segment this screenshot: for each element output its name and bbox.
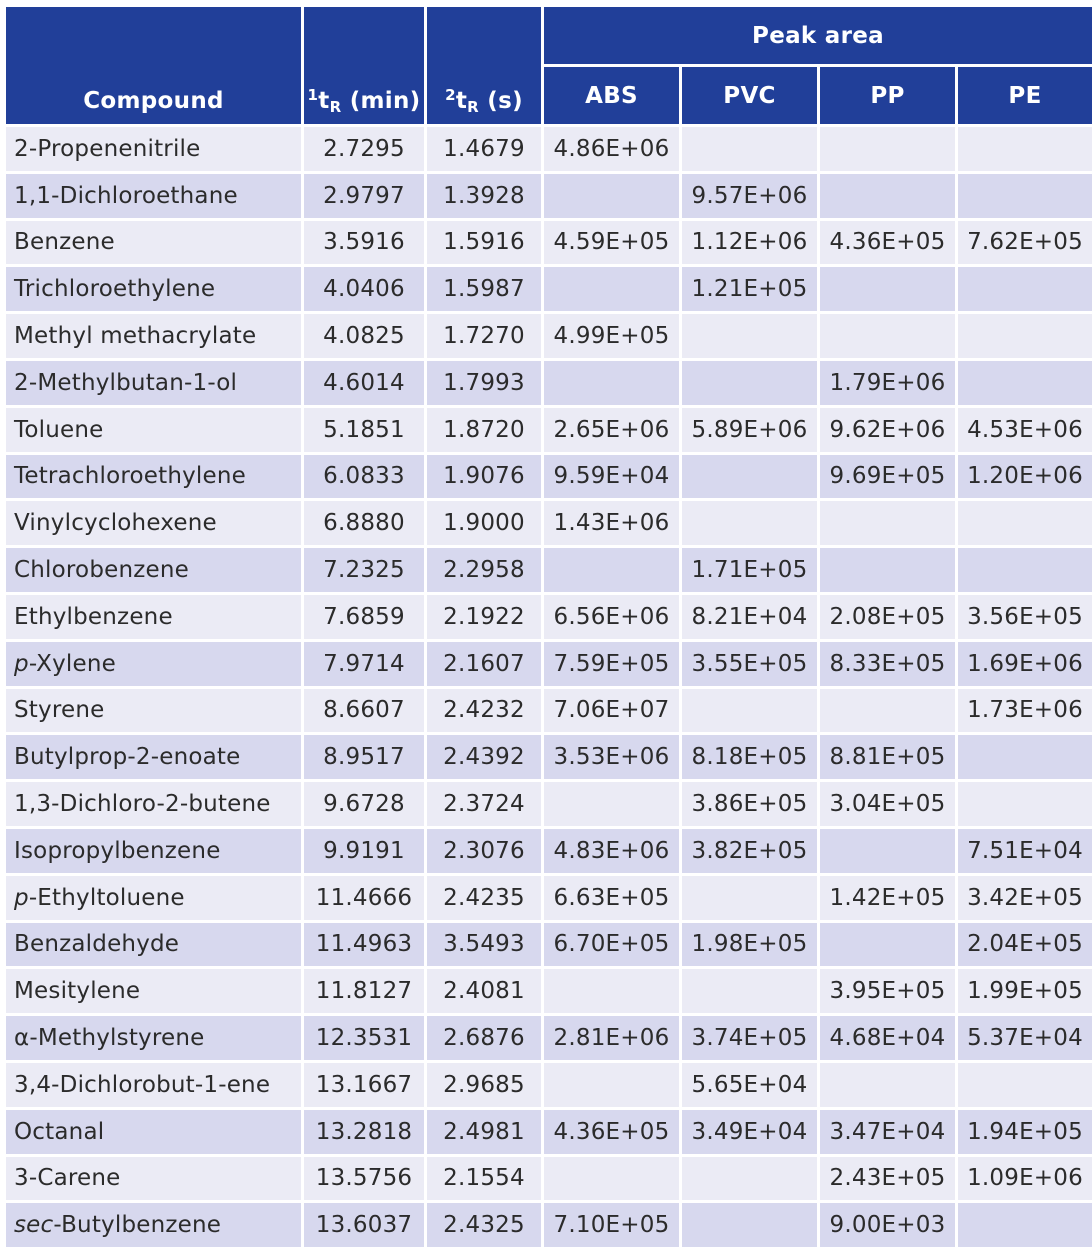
- abs-peak-area-cell: 6.70E+05: [544, 923, 679, 967]
- table-row: [6, 221, 1092, 265]
- second-retention-time-cell: 2.4232: [427, 689, 541, 733]
- pvc-peak-area-cell: 9.57E+06: [682, 174, 817, 218]
- abs-peak-area-cell: [544, 1063, 679, 1107]
- header-abs: ABS: [544, 67, 679, 124]
- pe-peak-area-cell: 1.94E+05: [958, 1110, 1092, 1154]
- compound-cell: [6, 127, 301, 171]
- second-retention-time-cell: 2.1922: [427, 595, 541, 639]
- compound-cell: [6, 1157, 301, 1201]
- table-row: [6, 548, 1092, 592]
- table-row: [6, 501, 1092, 545]
- pvc-peak-area-cell: [682, 1203, 817, 1247]
- pvc-peak-area-cell: [682, 876, 817, 920]
- pe-peak-area-cell: 3.56E+05: [958, 595, 1092, 639]
- second-retention-time-cell: 1.8720: [427, 408, 541, 452]
- pe-peak-area-cell: [958, 735, 1092, 779]
- compound-cell: [6, 735, 301, 779]
- pp-peak-area-cell: 9.00E+03: [820, 1203, 955, 1247]
- pp-peak-area-cell: 9.62E+06: [820, 408, 955, 452]
- table-row: [6, 361, 1092, 405]
- second-retention-time-cell: 2.1554: [427, 1157, 541, 1201]
- pp-peak-area-cell: [820, 829, 955, 873]
- abs-peak-area-cell: 6.56E+06: [544, 595, 679, 639]
- pvc-peak-area-cell: 5.89E+06: [682, 408, 817, 452]
- pe-peak-area-cell: 7.62E+05: [958, 221, 1092, 265]
- compound-name: 2-Propenenitrile: [14, 135, 201, 162]
- first-retention-time-cell: 6.0833: [304, 455, 424, 499]
- first-retention-time-cell: 8.6607: [304, 689, 424, 733]
- t2-superscript: 2: [445, 86, 456, 104]
- pvc-peak-area-cell: [682, 455, 817, 499]
- abs-peak-area-cell: 9.59E+04: [544, 455, 679, 499]
- second-retention-time-cell: 2.2958: [427, 548, 541, 592]
- pvc-peak-area-cell: 8.21E+04: [682, 595, 817, 639]
- second-retention-time-cell: 1.7993: [427, 361, 541, 405]
- table-row: [6, 455, 1092, 499]
- table-row: [6, 127, 1092, 171]
- compound-name: Octanal: [14, 1118, 105, 1145]
- second-retention-time-cell: 2.6876: [427, 1016, 541, 1060]
- abs-peak-area-cell: 1.43E+06: [544, 501, 679, 545]
- compound-name: Mesitylene: [14, 978, 141, 1005]
- header-pvc: PVC: [682, 67, 817, 124]
- compound-cell: [6, 361, 301, 405]
- table-row: [6, 735, 1092, 779]
- table-row: [6, 1110, 1092, 1154]
- pvc-peak-area-cell: [682, 969, 817, 1013]
- first-retention-time-cell: 13.2818: [304, 1110, 424, 1154]
- first-retention-time-cell: 4.0825: [304, 314, 424, 358]
- pe-peak-area-cell: [958, 1203, 1092, 1247]
- pe-peak-area-cell: [958, 782, 1092, 826]
- t1-symbol: t: [318, 88, 330, 114]
- table-row: [6, 1016, 1092, 1060]
- compound-name: 2-Methylbutan-1-ol: [14, 369, 238, 396]
- pp-peak-area-cell: 1.42E+05: [820, 876, 955, 920]
- compound-name: Butylprop-2-enoate: [14, 744, 241, 771]
- table-row: [6, 267, 1092, 311]
- pvc-peak-area-cell: 3.74E+05: [682, 1016, 817, 1060]
- compound-name: Chlorobenzene: [14, 557, 189, 584]
- abs-peak-area-cell: [544, 361, 679, 405]
- abs-peak-area-cell: [544, 174, 679, 218]
- first-retention-time-cell: 2.7295: [304, 127, 424, 171]
- pp-peak-area-cell: [820, 267, 955, 311]
- pe-peak-area-cell: [958, 174, 1092, 218]
- table-row: [6, 595, 1092, 639]
- table-row: [6, 642, 1092, 686]
- pvc-peak-area-cell: [682, 689, 817, 733]
- first-retention-time-cell: 13.5756: [304, 1157, 424, 1201]
- t2-symbol: t: [455, 88, 468, 114]
- table-row: [6, 782, 1092, 826]
- compound-name: Benzaldehyde: [14, 931, 180, 958]
- pp-peak-area-cell: [820, 314, 955, 358]
- compound-name: Ethylbenzene: [14, 603, 173, 630]
- pvc-peak-area-cell: 8.18E+05: [682, 735, 817, 779]
- abs-peak-area-cell: 2.65E+06: [544, 408, 679, 452]
- compound-cell: [6, 1110, 301, 1154]
- abs-peak-area-cell: 4.59E+05: [544, 221, 679, 265]
- compound-cell: [6, 455, 301, 499]
- compound-name: Trichloroethylene: [14, 276, 216, 303]
- header-pp: PP: [820, 67, 955, 124]
- pvc-peak-area-cell: 1.98E+05: [682, 923, 817, 967]
- t2-subscript: R: [467, 98, 479, 116]
- compound-prefix: p: [14, 650, 29, 677]
- first-retention-time-cell: 11.4666: [304, 876, 424, 920]
- second-retention-time-cell: 2.4981: [427, 1110, 541, 1154]
- pvc-peak-area-cell: 3.86E+05: [682, 782, 817, 826]
- first-retention-time-cell: 7.6859: [304, 595, 424, 639]
- first-retention-time-cell: 9.9191: [304, 829, 424, 873]
- first-retention-time-cell: 11.4963: [304, 923, 424, 967]
- abs-peak-area-cell: 3.53E+06: [544, 735, 679, 779]
- table-row: [6, 408, 1092, 452]
- pvc-peak-area-cell: 3.82E+05: [682, 829, 817, 873]
- abs-peak-area-cell: 4.36E+05: [544, 1110, 679, 1154]
- first-retention-time-cell: 3.5916: [304, 221, 424, 265]
- compound-name: Methyl methacrylate: [14, 323, 257, 350]
- compound-cell: [6, 829, 301, 873]
- compound-name: 1,1-Dichloroethane: [14, 182, 238, 209]
- pp-peak-area-cell: [820, 548, 955, 592]
- header-second-dimension-retention-time: [427, 7, 541, 124]
- t2-unit: (s): [478, 88, 523, 114]
- pp-peak-area-cell: 3.95E+05: [820, 969, 955, 1013]
- pe-peak-area-cell: 3.42E+05: [958, 876, 1092, 920]
- pe-peak-area-cell: 1.99E+05: [958, 969, 1092, 1013]
- abs-peak-area-cell: 7.59E+05: [544, 642, 679, 686]
- second-retention-time-cell: 1.3928: [427, 174, 541, 218]
- peak-area-table: [3, 4, 1092, 1250]
- pp-peak-area-cell: [820, 501, 955, 545]
- compound-name: Tetrachloroethylene: [14, 463, 246, 490]
- compound-cell: [6, 642, 301, 686]
- pp-peak-area-cell: [820, 174, 955, 218]
- pvc-peak-area-cell: 3.49E+04: [682, 1110, 817, 1154]
- abs-peak-area-cell: 7.06E+07: [544, 689, 679, 733]
- compound-cell: [6, 408, 301, 452]
- pp-peak-area-cell: 2.08E+05: [820, 595, 955, 639]
- t1-unit: (min): [341, 88, 421, 114]
- pe-peak-area-cell: [958, 361, 1092, 405]
- compound-name: 1,3-Dichloro-2-butene: [14, 791, 271, 818]
- first-retention-time-cell: 4.0406: [304, 267, 424, 311]
- table-row: [6, 876, 1092, 920]
- compound-name: -Ethyltoluene: [28, 884, 185, 911]
- compound-cell: [6, 1016, 301, 1060]
- pvc-peak-area-cell: [682, 1157, 817, 1201]
- first-retention-time-cell: 8.9517: [304, 735, 424, 779]
- abs-peak-area-cell: 6.63E+05: [544, 876, 679, 920]
- compound-name: -Butylbenzene: [53, 1212, 222, 1239]
- table-row: [6, 829, 1092, 873]
- compound-name: 3-Carene: [14, 1165, 121, 1192]
- first-retention-time-cell: 9.6728: [304, 782, 424, 826]
- compound-name: Toluene: [14, 416, 104, 443]
- compound-cell: [6, 782, 301, 826]
- table-body: [6, 127, 1092, 1247]
- compound-prefix: sec: [14, 1212, 54, 1239]
- pp-peak-area-cell: 8.81E+05: [820, 735, 955, 779]
- pp-peak-area-cell: 3.04E+05: [820, 782, 955, 826]
- abs-peak-area-cell: 2.81E+06: [544, 1016, 679, 1060]
- table-row: [6, 1157, 1092, 1201]
- first-retention-time-cell: 7.9714: [304, 642, 424, 686]
- second-retention-time-cell: 1.5916: [427, 221, 541, 265]
- compound-name: Benzene: [14, 229, 115, 256]
- table-row: [6, 1063, 1092, 1107]
- table-row: [6, 923, 1092, 967]
- pe-peak-area-cell: [958, 314, 1092, 358]
- compound-cell: [6, 267, 301, 311]
- abs-peak-area-cell: [544, 267, 679, 311]
- pe-peak-area-cell: 1.20E+06: [958, 455, 1092, 499]
- pvc-peak-area-cell: 3.55E+05: [682, 642, 817, 686]
- second-retention-time-cell: 2.1607: [427, 642, 541, 686]
- pvc-peak-area-cell: [682, 361, 817, 405]
- table-header: [6, 7, 1092, 124]
- pvc-peak-area-cell: [682, 127, 817, 171]
- abs-peak-area-cell: [544, 782, 679, 826]
- first-retention-time-cell: 12.3531: [304, 1016, 424, 1060]
- abs-peak-area-cell: 4.99E+05: [544, 314, 679, 358]
- second-retention-time-cell: 3.5493: [427, 923, 541, 967]
- table-row: [6, 969, 1092, 1013]
- table-row: [6, 1203, 1092, 1247]
- pvc-peak-area-cell: 1.71E+05: [682, 548, 817, 592]
- second-retention-time-cell: 1.7270: [427, 314, 541, 358]
- compound-cell: [6, 876, 301, 920]
- first-retention-time-cell: 7.2325: [304, 548, 424, 592]
- compound-cell: [6, 548, 301, 592]
- compound-cell: [6, 595, 301, 639]
- pe-peak-area-cell: [958, 267, 1092, 311]
- first-retention-time-cell: 4.6014: [304, 361, 424, 405]
- pvc-peak-area-cell: 1.21E+05: [682, 267, 817, 311]
- pp-peak-area-cell: [820, 923, 955, 967]
- pvc-peak-area-cell: 1.12E+06: [682, 221, 817, 265]
- first-retention-time-cell: 6.8880: [304, 501, 424, 545]
- pe-peak-area-cell: 4.53E+06: [958, 408, 1092, 452]
- compound-cell: [6, 314, 301, 358]
- pe-peak-area-cell: 7.51E+04: [958, 829, 1092, 873]
- table-row: [6, 174, 1092, 218]
- first-retention-time-cell: 2.9797: [304, 174, 424, 218]
- second-retention-time-cell: 2.4392: [427, 735, 541, 779]
- compound-name: -Xylene: [28, 650, 117, 677]
- table-row: [6, 689, 1092, 733]
- abs-peak-area-cell: 4.86E+06: [544, 127, 679, 171]
- first-retention-time-cell: 11.8127: [304, 969, 424, 1013]
- first-retention-time-cell: 13.6037: [304, 1203, 424, 1247]
- pe-peak-area-cell: 1.09E+06: [958, 1157, 1092, 1201]
- second-retention-time-cell: 2.4081: [427, 969, 541, 1013]
- pp-peak-area-cell: 2.43E+05: [820, 1157, 955, 1201]
- t1-superscript: 1: [307, 86, 319, 104]
- compound-name: 3,4-Dichlorobut-1-ene: [14, 1071, 271, 1098]
- second-retention-time-cell: 1.9076: [427, 455, 541, 499]
- second-retention-time-cell: 2.4325: [427, 1203, 541, 1247]
- pp-peak-area-cell: 4.36E+05: [820, 221, 955, 265]
- header-pe: PE: [958, 67, 1092, 124]
- compound-cell: [6, 1063, 301, 1107]
- compound-name: Styrene: [14, 697, 105, 724]
- compound-name: Vinylcyclohexene: [14, 510, 217, 537]
- pe-peak-area-cell: 1.73E+06: [958, 689, 1092, 733]
- compound-cell: [6, 221, 301, 265]
- pvc-peak-area-cell: [682, 314, 817, 358]
- pe-peak-area-cell: 2.04E+05: [958, 923, 1092, 967]
- second-retention-time-cell: 1.5987: [427, 267, 541, 311]
- pe-peak-area-cell: [958, 501, 1092, 545]
- second-retention-time-cell: 2.3076: [427, 829, 541, 873]
- header-compound: Compound: [6, 7, 301, 124]
- second-retention-time-cell: 2.4235: [427, 876, 541, 920]
- second-retention-time-cell: 1.4679: [427, 127, 541, 171]
- second-retention-time-cell: 1.9000: [427, 501, 541, 545]
- pp-peak-area-cell: 1.79E+06: [820, 361, 955, 405]
- pe-peak-area-cell: [958, 127, 1092, 171]
- pp-peak-area-cell: 3.47E+04: [820, 1110, 955, 1154]
- compound-prefix: p: [14, 884, 29, 911]
- table-row: [6, 314, 1092, 358]
- header-first-dimension-retention-time: [304, 7, 424, 124]
- compound-cell: [6, 1203, 301, 1247]
- pp-peak-area-cell: [820, 127, 955, 171]
- second-retention-time-cell: 2.9685: [427, 1063, 541, 1107]
- first-retention-time-cell: 5.1851: [304, 408, 424, 452]
- abs-peak-area-cell: 7.10E+05: [544, 1203, 679, 1247]
- pe-peak-area-cell: [958, 548, 1092, 592]
- header-peak-area: Peak area: [544, 7, 1092, 64]
- pp-peak-area-cell: 4.68E+04: [820, 1016, 955, 1060]
- pp-peak-area-cell: [820, 689, 955, 733]
- t1-subscript: R: [329, 98, 342, 116]
- compound-cell: [6, 969, 301, 1013]
- first-retention-time-cell: 13.1667: [304, 1063, 424, 1107]
- compound-name: α-Methylstyrene: [14, 1025, 205, 1052]
- pp-peak-area-cell: 9.69E+05: [820, 455, 955, 499]
- compound-name: Isopropylbenzene: [14, 837, 221, 864]
- compound-cell: [6, 923, 301, 967]
- abs-peak-area-cell: 4.83E+06: [544, 829, 679, 873]
- abs-peak-area-cell: [544, 1157, 679, 1201]
- abs-peak-area-cell: [544, 969, 679, 1013]
- pp-peak-area-cell: 8.33E+05: [820, 642, 955, 686]
- pe-peak-area-cell: [958, 1063, 1092, 1107]
- pp-peak-area-cell: [820, 1063, 955, 1107]
- compound-cell: [6, 501, 301, 545]
- pvc-peak-area-cell: [682, 501, 817, 545]
- abs-peak-area-cell: [544, 548, 679, 592]
- pe-peak-area-cell: 5.37E+04: [958, 1016, 1092, 1060]
- pvc-peak-area-cell: 5.65E+04: [682, 1063, 817, 1107]
- pe-peak-area-cell: 1.69E+06: [958, 642, 1092, 686]
- compound-cell: [6, 689, 301, 733]
- second-retention-time-cell: 2.3724: [427, 782, 541, 826]
- compound-cell: [6, 174, 301, 218]
